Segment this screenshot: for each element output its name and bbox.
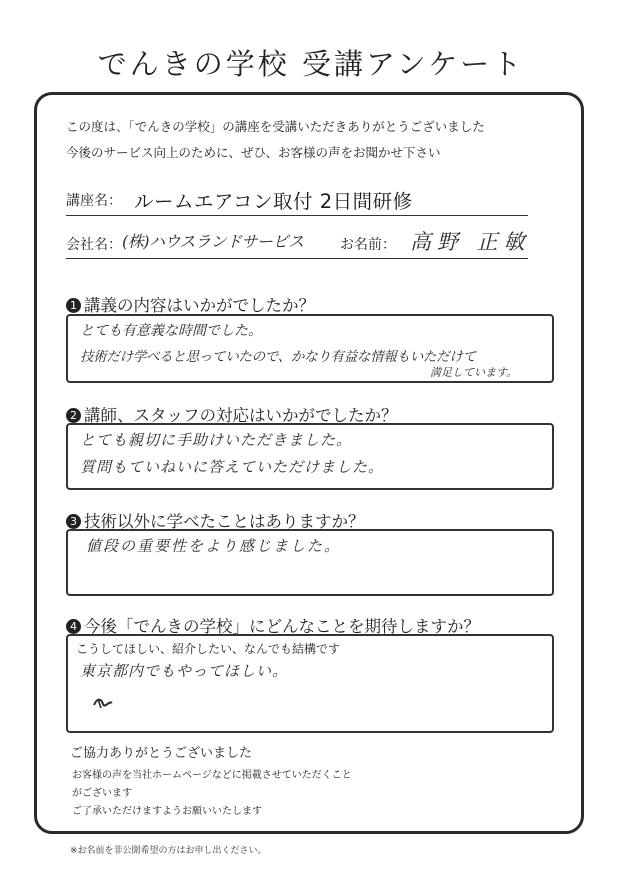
- closing-note-1: お客様の声を当社ホームページなどに掲載させていただくこと: [72, 770, 352, 781]
- question-3-text: 技術以外に学べたことはありますか？: [84, 512, 365, 531]
- answer-1-line-2: 技術だけ学べると思っていたので、かなり有益な情報もいただけて: [80, 349, 476, 365]
- question-1-text: 講義の内容はいかがでしたか？: [84, 296, 315, 315]
- question-3-number: 3: [66, 514, 81, 529]
- question-2-text: 講師、スタッフの対応はいかがでしたか？: [84, 406, 398, 425]
- question-4-number: 4: [66, 619, 81, 634]
- answer-2-line-1: とても親切に手助けいただきました。: [80, 431, 353, 449]
- course-label: 講座名：: [66, 193, 122, 209]
- page-title: でんきの学校 受講アンケート: [97, 47, 525, 81]
- answer-4-line-1: 東京都内でもやってほしい。: [80, 662, 289, 680]
- answer-3-line-1: 値段の重要性をより感じました。: [86, 537, 342, 555]
- name-label: お名前：: [340, 237, 396, 253]
- answer-2-line-2: 質問もていねいに答えていただけました。: [80, 458, 385, 476]
- handwritten-mark-icon: [92, 695, 114, 711]
- question-1: [66, 292, 315, 316]
- company-value: (株)ハウスランドサービス: [122, 232, 304, 251]
- company-label: 会社名：: [66, 237, 122, 253]
- name-value: 高野 正敏: [410, 230, 531, 254]
- question-1-number: 1: [66, 298, 81, 313]
- question-4-text: 今後「でんきの学校」にどんなことを期待しますか？: [84, 617, 480, 636]
- question-4-prompt: こうしてほしい、紹介したい、なんでも結構です: [76, 642, 341, 656]
- course-name: ルームエアコン取付 2日間研修: [134, 190, 413, 213]
- closing-note-2: がございます: [72, 788, 132, 799]
- intro-line-1: この度は、「でんきの学校」の講座を受講いただきありがとうございました: [66, 119, 485, 134]
- intro-line-2: 今後のサービス向上のために、ぜひ、お客様の声をお聞かせ下さい: [66, 145, 441, 160]
- course-underline: [66, 215, 528, 216]
- answer-1-line-1: とても有意義な時間でした。: [80, 323, 262, 339]
- answer-1-line-3: 満足しています。: [430, 366, 518, 379]
- question-2-number: 2: [66, 408, 81, 423]
- footnote: ※お名前を非公開希望の方はお申し出ください。: [70, 846, 267, 856]
- company-underline: [66, 258, 528, 259]
- closing-note-3: ご了承いただけますようお願いいたします: [72, 806, 262, 817]
- closing-thanks: ご協力ありがとうございました: [70, 746, 253, 761]
